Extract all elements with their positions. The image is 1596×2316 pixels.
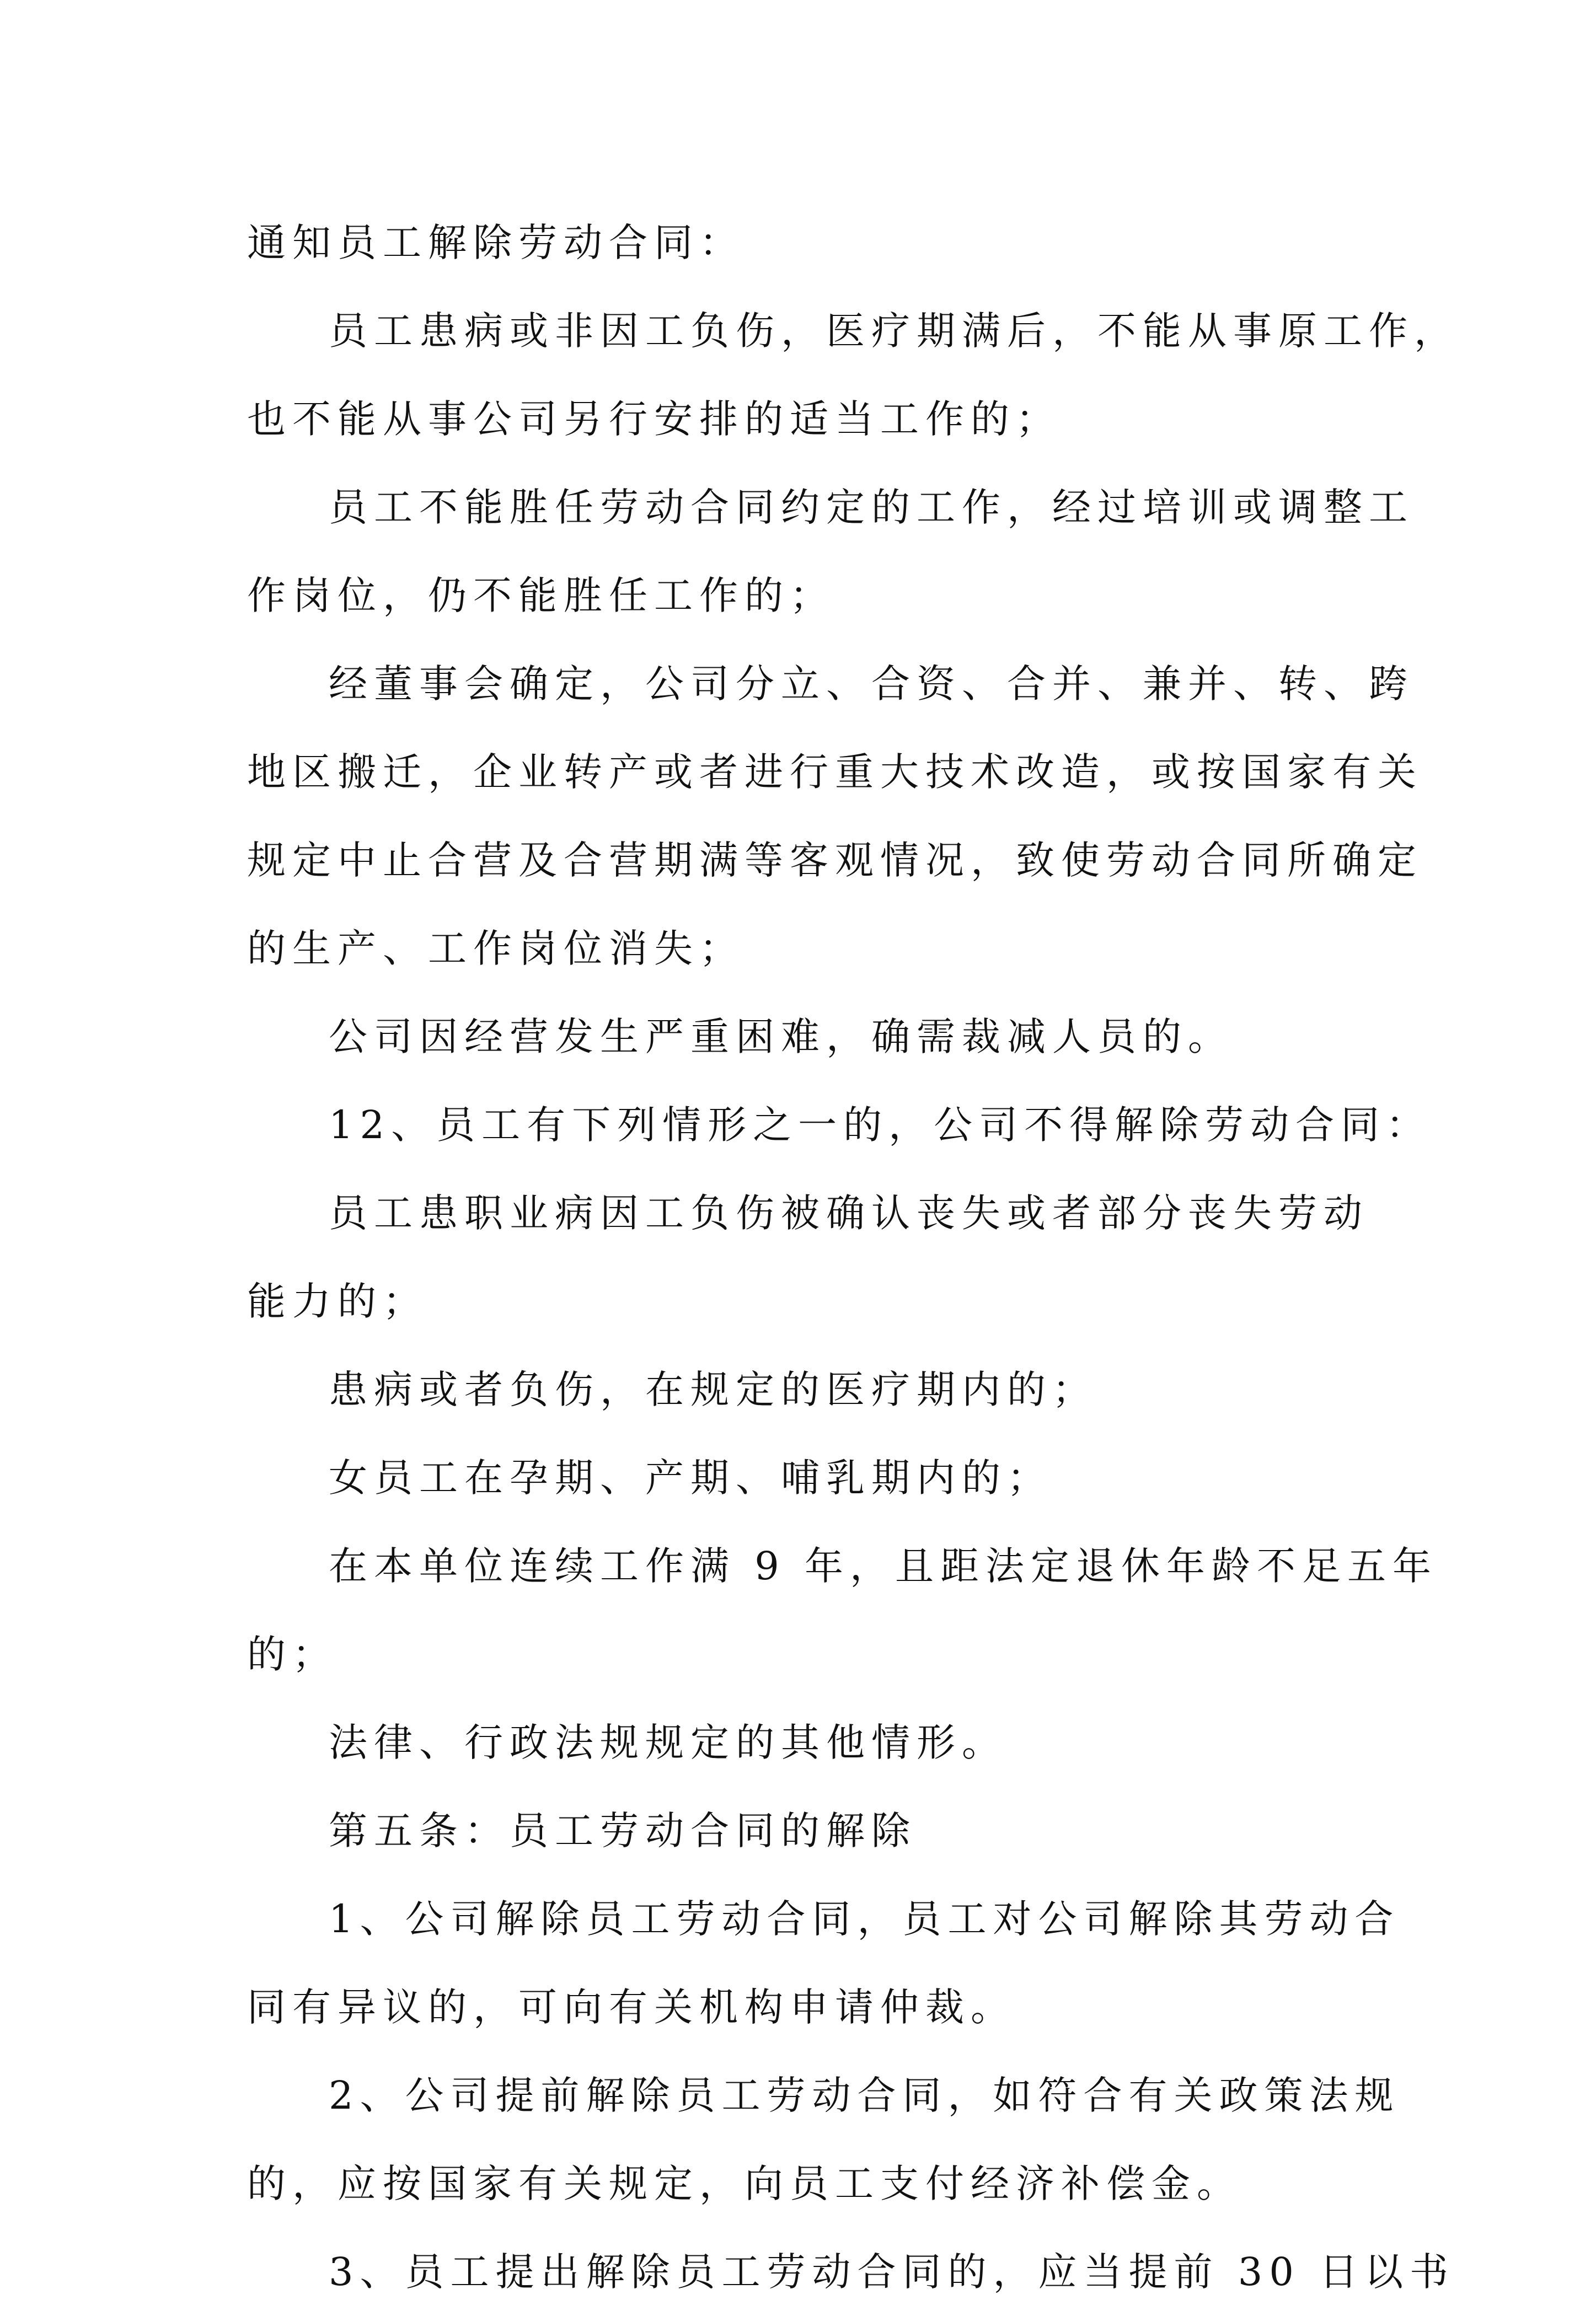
- text-line: 的，应按国家有关规定，向员工支付经济补偿金。: [247, 2161, 1242, 2206]
- text-line: 员工患病或非因工负伤，医疗期满后，不能从事原工作，: [329, 308, 1459, 353]
- text-line: 患病或者负伤，在规定的医疗期内的；: [329, 1367, 1097, 1412]
- text-line: 在本单位连续工作满 9 年，且距法定退休年龄不足五年: [329, 1543, 1438, 1589]
- text-line: 通知员工解除劳动合同：: [247, 220, 745, 265]
- text-line: 也不能从事公司另行安排的适当工作的；: [247, 396, 1061, 442]
- text-line: 12、员工有下列情形之一的，公司不得解除劳动合同：: [329, 1102, 1432, 1148]
- text-line: 作岗位，仍不能胜任工作的；: [247, 573, 835, 618]
- text-line: 2、公司提前解除员工劳动合同，如符合有关政策法规: [329, 2073, 1400, 2118]
- text-line: 女员工在孕期、产期、哺乳期内的；: [329, 1455, 1052, 1500]
- text-line: 规定中止合营及合营期满等客观情况，致使劳动合同所确定: [247, 838, 1423, 883]
- text-line: 第五条：员工劳动合同的解除: [329, 1808, 917, 1853]
- document-body: [247, 199, 1459, 2316]
- text-line: 同有异议的，可向有关机构申请仲裁。: [247, 1985, 1016, 2030]
- text-line: 法律、行政法规规定的其他情形。: [329, 1720, 1007, 1765]
- text-line: 公司因经营发生严重困难，确需裁减人员的。: [329, 1014, 1233, 1059]
- text-line: 3、员工提出解除员工劳动合同的，应当提前 30 日以书: [329, 2249, 1455, 2294]
- text-line: 1、公司解除员工劳动合同，员工对公司解除其劳动合: [329, 1896, 1400, 1942]
- text-line: 地区搬迁，企业转产或者进行重大技术改造，或按国家有关: [247, 749, 1423, 795]
- text-line: 的生产、工作岗位消失；: [247, 926, 745, 971]
- text-line: 员工患职业病因工负伤被确认丧失或者部分丧失劳动: [329, 1191, 1369, 1236]
- text-line: 的；: [247, 1632, 338, 1677]
- text-line: 经董事会确定，公司分立、合资、合并、兼并、转、跨: [329, 661, 1414, 706]
- text-line: 能力的；: [247, 1279, 428, 1324]
- text-line: 员工不能胜任劳动合同约定的工作，经过培训或调整工: [329, 485, 1414, 530]
